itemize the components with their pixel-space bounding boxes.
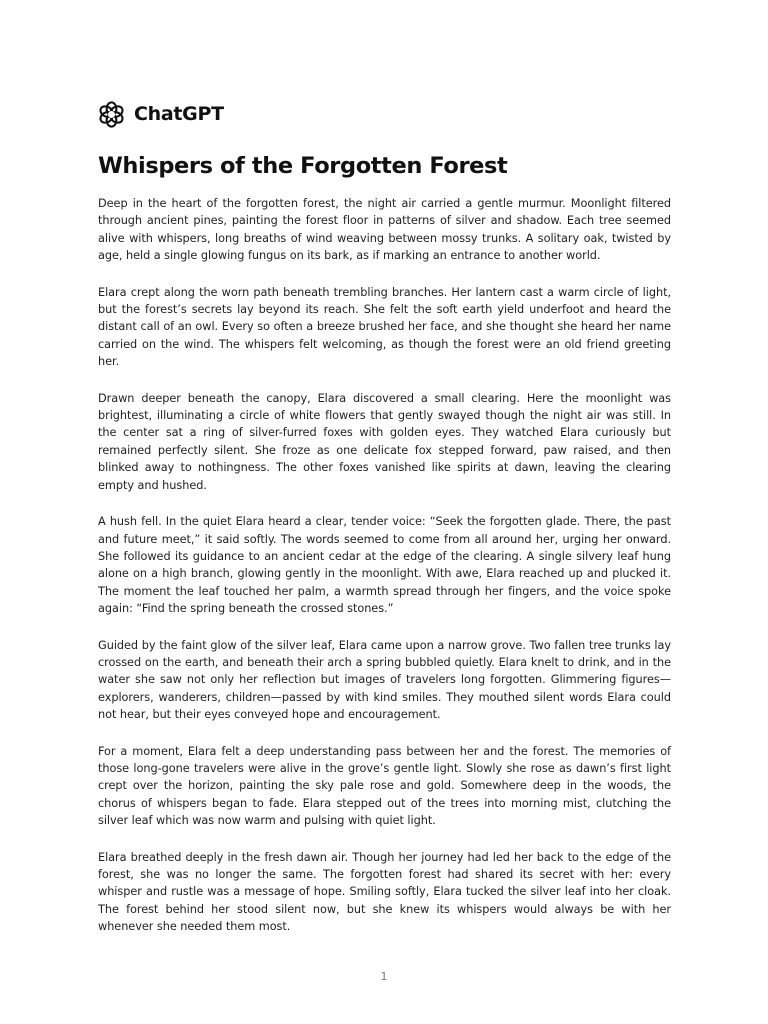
- document-title: Whispers of the Forgotten Forest: [98, 153, 508, 179]
- paragraph: Deep in the heart of the forgotten forest, the night air carried a gentle murmur. Moonlight filtered through ancient pines, painting the forest floor in patterns of silver and shadow. Each tree seemed alive with whispers, long breaths of wind weaving between mossy trunks. A solitary oak, twisted by age, held a single glowing fungus on its bark, as if marking an entrance to another world.: [98, 197, 671, 263]
- document-page: [98, 98, 671, 936]
- page-number: 1: [380, 970, 388, 983]
- paragraph: Guided by the faint glow of the silver leaf, Elara came upon a narrow grove. Two fallen tree trunks lay crossed on the earth, and beneath their arch a spring bubbled quietly. Elara knelt to drink, and in the water she saw not only her reflection but images of travelers long forgotten. Glimmering figures—explorers, wanderers, children—passed by with kind smiles. They mouthed silent words Elara could not hear, but their eyes conveyed hope and encouragement.: [98, 638, 671, 722]
- paragraph: A hush fell. In the quiet Elara heard a clear, tender voice: “Seek the forgotten glade. There, the past and future meet,” it said softly. The words seemed to come from all around her, urging her onward. She followed its guidance to an ancient cedar at the edge of the clearing. A single silvery leaf hung alone on a high branch, glowing gently in the moonlight. With awe, Elara reached up and plucked it. The moment the leaf touched her palm, a warmth spread through her fingers, and the voice spoke again: “Find the spring beneath the crossed stones.”: [98, 515, 671, 616]
- openai-knot-icon: [98, 101, 125, 128]
- paragraph: Elara crept along the worn path beneath trembling branches. Her lantern cast a warm circle of light, but the forest’s secrets lay beyond its reach. She felt the soft earth yield underfoot and heard the distant call of an owl. Every so often a breeze brushed her face, and she thought she heard her name carried on the wind. The whispers felt welcoming, as though the forest were an old friend greeting her.: [98, 285, 671, 369]
- paragraph: For a moment, Elara felt a deep understanding pass between her and the forest. The memories of those long-gone travelers were alive in the grove’s gentle light. Slowly she rose as dawn’s first light crept over the horizon, painting the sky pale rose and gold. Somewhere deep in the woods, the chorus of whispers began to fade. Elara stepped out of the trees into morning mist, clutching the silver leaf which was now warm and pulsing with quiet light.: [98, 744, 671, 828]
- paragraph: Elara breathed deeply in the fresh dawn air. Though her journey had led her back to the edge of the forest, she was no longer the same. The forgotten forest had shared its secret with her: every whisper and rustle was a message of hope. Smiling softly, Elara tucked the silver leaf into her cloak. The forest behind her stood silent now, but she knew its whispers would always be with her whenever she needed them most.: [98, 850, 671, 934]
- brand-name: ChatGPT: [134, 103, 224, 125]
- document-body: [98, 195, 671, 936]
- brand-header: [98, 98, 671, 130]
- paragraph: Drawn deeper beneath the canopy, Elara discovered a small clearing. Here the moonlight was brightest, illuminating a circle of white flowers that gently swayed though the night air was still. In the center sat a ring of silver-furred foxes with golden eyes. They watched Elara curiously but remained perfectly silent. She froze as one delicate fox stepped forward, paw raised, and then blinked away to nothingness. The other foxes vanished like spirits at dawn, leaving the clearing empty and hushed.: [98, 391, 671, 492]
